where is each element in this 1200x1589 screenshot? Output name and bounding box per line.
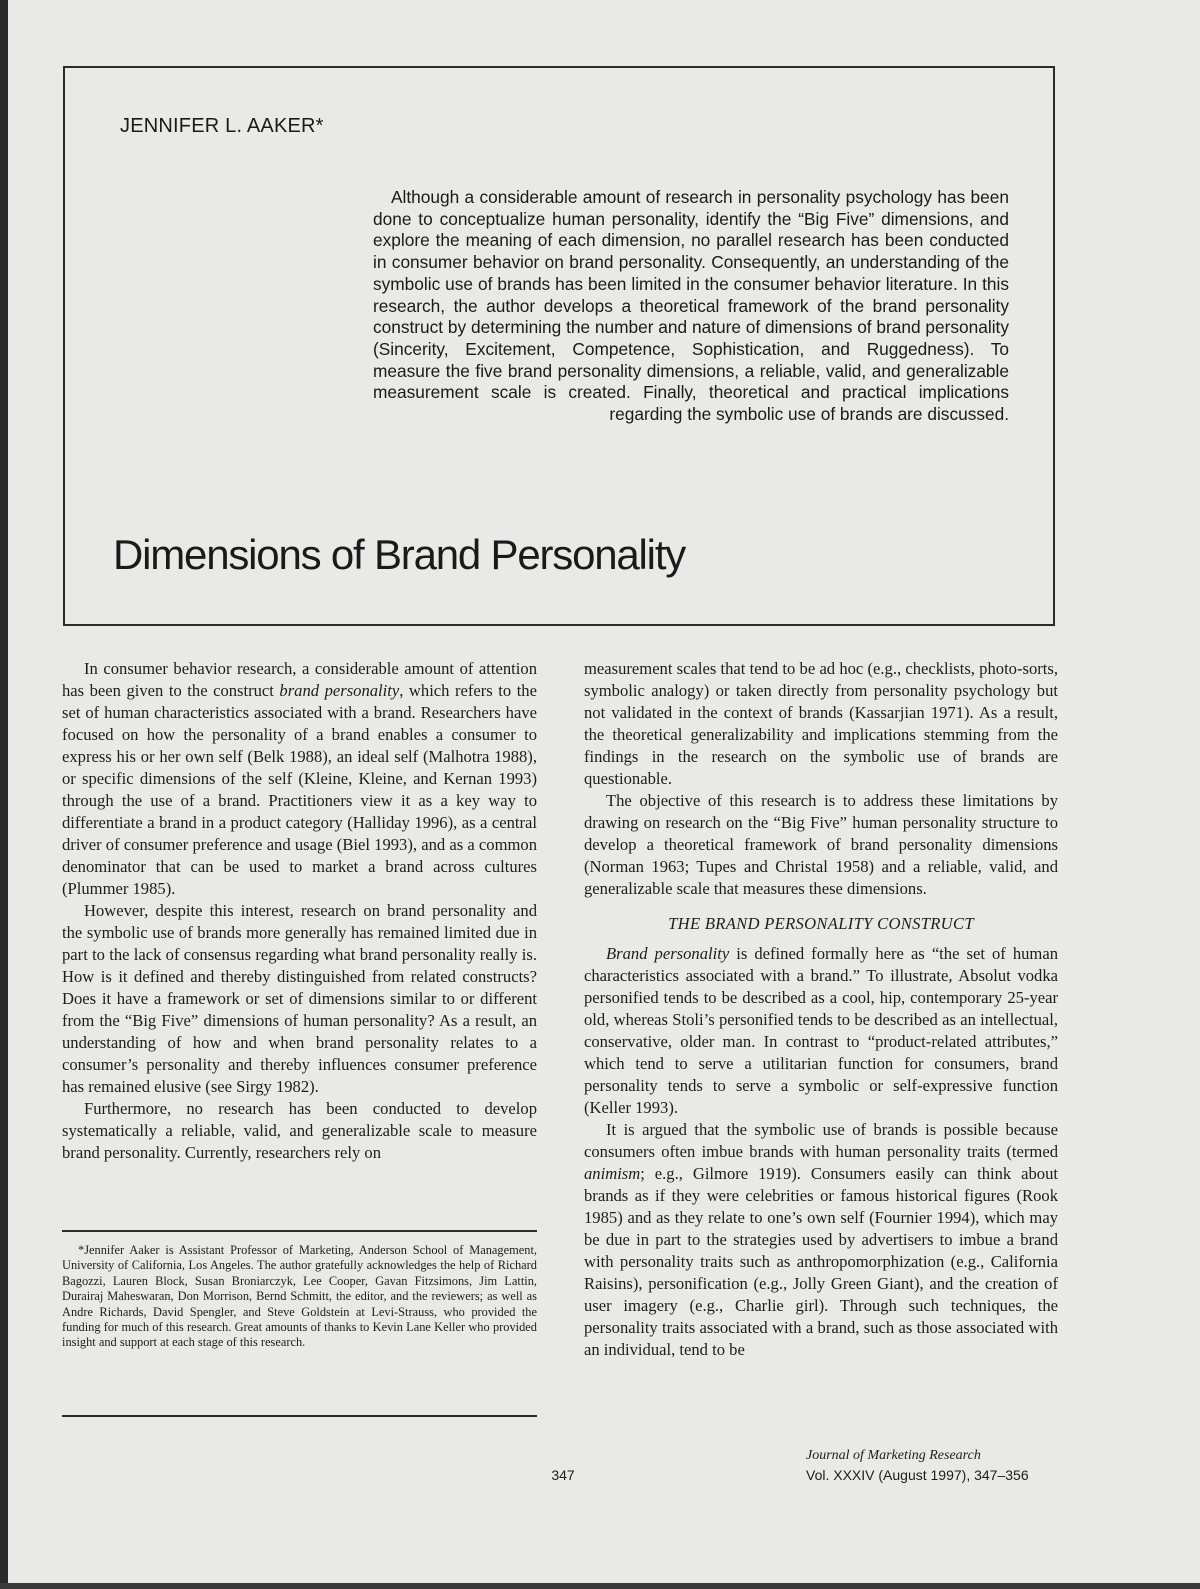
body-column-left (62, 658, 537, 1164)
page-number: 347 (551, 1467, 575, 1483)
section-heading: THE BRAND PERSONALITY CONSTRUCT (668, 914, 974, 933)
page-bottom-edge (0, 1583, 1200, 1589)
body-paragraph: Brand personality is defined formally here as “the set of human characteristics associated with a brand.” To illustrate, Absolut vodka personified tends to be described as a cool, hip, contemporary 25-year old, whereas Stoli’s personified tends to be described as an intellectual, conservative, older man. In contrast to “product-related attributes,” which tend to serve a utilitarian function for consumers, brand personality tends to serve a symbolic or self-expressive function (Keller 1993). (584, 944, 1059, 1117)
body-paragraph: It is argued that the symbolic use of brands is possible because consumers often imbue brands with human personality traits (termed animism; e.g., Gilmore 1919). Consumers easily can think about brands as if they were celebrities or famous historical figures (Rook 1985) and as they relate to one’s own self (Fournier 1994), which may be due in part to the strategies used by advertisers to imbue a brand with personality traits such as anthropomorphization (e.g., California Raisins), personification (e.g., Jolly Green Giant), and the creation of user imagery (e.g., Charlie girl). Through such techniques, the personality traits associated with a brand, such as those associated with an individual, tend to be (584, 1120, 1058, 1359)
body-paragraph: measurement scales that tend to be ad hoc (e.g., checklists, photo-sorts, symbolic analogy) or taken directly from personality psychology but not validated in the context of brands (Kassarjian 1971). As a result, the theoretical generalizability and implications stemming from the findings in the research on the symbolic use of brands are questionable. (584, 659, 1058, 788)
footnote-rule-bottom (62, 1415, 537, 1417)
body-paragraph: In consumer behavior research, a considerable amount of attention has been given to the construct brand personality, which refers to the set of human characteristics associated with a brand. Researchers have focused on how the personality of a brand enables a consumer to express his or her own self (Belk 1988), an ideal self (Malhotra 1988), or specific dimensions of the self (Kleine, Kleine, and Kernan 1993) through the use of a brand. Practitioners view it as a key way to differentiate a brand in a product category (Halliday 1996), as a central driver of consumer preference and usage (Biel 1993), and as a common denominator that can be used to market a brand across cultures (Plummer 1985). (62, 659, 537, 898)
footnote-rule-top (62, 1230, 537, 1232)
body-paragraph: The objective of this research is to address these limitations by drawing on research on the “Big Five” human personality structure to develop a theoretical framework of brand personality dimensions (Norman 1963; Tupes and Christal 1958) and a reliable, valid, and generalizable scale that measures these dimensions. (584, 791, 1058, 898)
body-paragraph: However, despite this interest, research on brand personality and the symbolic use of brands more generally has remained limited due in part to the lack of consensus regarding what brand personality really is. How is it defined and thereby distinguished from related constructs? Does it have a framework or set of dimensions similar to or different from the “Big Five” dimensions of human personality? As a result, an understanding of how and when brand personality relates to a consumer’s personality and thereby influences consumer preference has remained elusive (see Sirgy 1982). (62, 901, 537, 1096)
author-name: JENNIFER L. AAKER* (120, 115, 324, 137)
journal-volume: Vol. XXXIV (August 1997), 347–356 (806, 1467, 1029, 1483)
abstract-text: Although a considerable amount of research in personality psychology has been done to conceptualize human personality, identify the “Big Five” dimensions, and explore the meaning of each dimension, no parallel research has been conducted in consumer behavior on brand personality. Consequently, an understanding of the symbolic use of brands has been limited in the consumer behavior literature. In this research, the author develops a theoretical framework of the brand personality construct by determining the number and nature of dimensions of brand personality (Sincerity, Excitement, Competence, Sophistication, and Ruggedness). To measure the five brand personality dimensions, a reliable, valid, and generalizable measurement scale is created. Finally, theoretical and practical implications regarding the symbolic use of brands are discussed. (373, 187, 1009, 425)
body-column-right (584, 658, 1058, 1361)
author-footnote: *Jennifer Aaker is Assistant Professor of Marketing, Anderson School of Management, University of California, Los Angeles. The author gratefully acknowledges the help of Richard Bagozzi, Lauren Block, Susan Broniarczyk, Lee Cooper, Gavan Fitzsimons, Jim Lattin, Durairaj Maheswaran, Don Morrison, Bernd Schmitt, the editor, and the reviewers; as well as Andre Richards, David Spengler, and Steve Goldstein at Levi-Strauss, who provided the funding for much of this research. Great amounts of thanks to Kevin Lane Keller who provided insight and support at each stage of this research. (62, 1243, 537, 1350)
body-paragraph: Furthermore, no research has been conducted to develop systematically a reliable, valid, and generalizable scale to measure brand personality. Currently, researchers rely on (62, 1099, 537, 1162)
journal-name: Journal of Marketing Research (806, 1448, 981, 1463)
article-title: Dimensions of Brand Personality (113, 531, 686, 578)
page-edge-shadow (0, 0, 8, 1589)
abstract-box (63, 66, 1055, 626)
